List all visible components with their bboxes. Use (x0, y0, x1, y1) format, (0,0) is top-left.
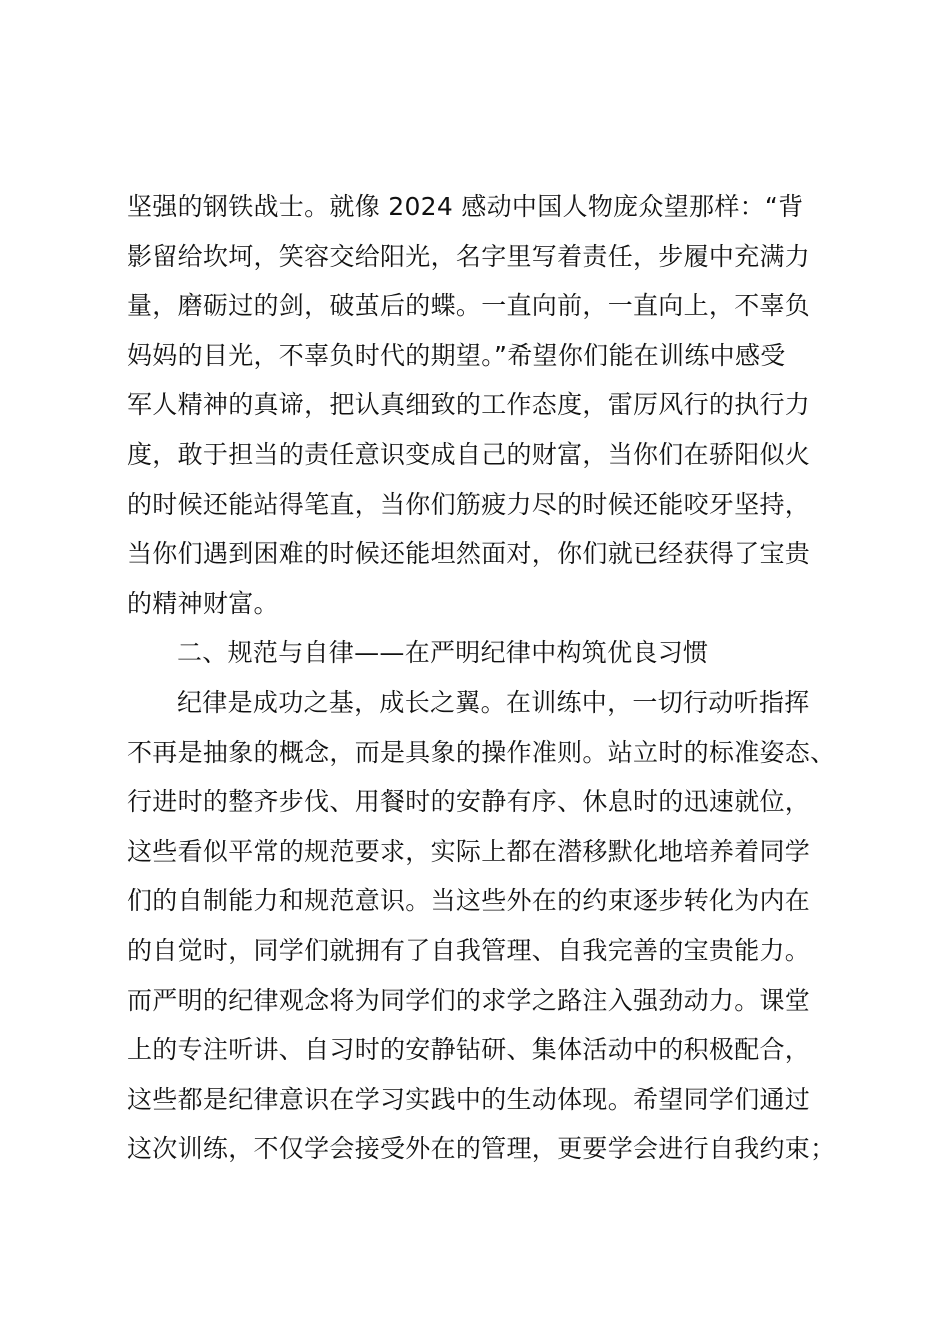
body-text (127, 182, 867, 1174)
text-line: 们的自制能力和规范意识。当这些外在的约束逐步转化为内在 (127, 886, 811, 916)
text-line: 量，磨砺过的剑，破茧后的蝶。一直向前，一直向上，不辜负 (127, 291, 811, 321)
section-heading: 二、规范与自律——在严明纪律中构筑优良习惯 (177, 638, 709, 668)
text-line: 的时候还能站得笔直，当你们筋疲力尽的时候还能咬牙坚持， (127, 489, 811, 519)
text-line: 妈妈的目光，不辜负时代的期望。”希望你们能在训练中感受 (127, 340, 786, 370)
text-line: 这些看似平常的规范要求，实际上都在潜移默化地培养着同学 (127, 836, 811, 866)
text-line: 行进时的整齐步伐、用餐时的安静有序、休息时的迅速就位， (127, 787, 811, 817)
text-line: 影留给坎坷，笑容交给阳光，名字里写着责任，步履中充满力 (127, 241, 811, 271)
text-line: 度，敢于担当的责任意识变成自己的财富，当你们在骄阳似火 (127, 439, 811, 469)
text-line: 纪律是成功之基，成长之翼。在训练中，一切行动听指挥 (177, 687, 810, 717)
text-line: 坚强的钢铁战士。就像 2024 感动中国人物庞众望那样：“背 (127, 192, 804, 221)
text-line: 这次训练，不仅学会接受外在的管理，更要学会进行自我约束； (127, 1134, 836, 1164)
text-line: 的精神财富。 (127, 588, 279, 618)
text-line: 上的专注听讲、自习时的安静钻研、集体活动中的积极配合， (127, 1035, 811, 1065)
text-line: 当你们遇到困难的时候还能坦然面对，你们就已经获得了宝贵 (127, 539, 811, 569)
text-line: 的自觉时，同学们就拥有了自我管理、自我完善的宝贵能力。 (127, 935, 811, 965)
text-line: 不再是抽象的概念，而是具象的操作准则。站立时的标准姿态、 (127, 737, 836, 767)
text-line: 军人精神的真谛，把认真细致的工作态度，雷厉风行的执行力 (127, 390, 811, 420)
text-line: 而严明的纪律观念将为同学们的求学之路注入强劲动力。课堂 (127, 985, 811, 1015)
text-line: 这些都是纪律意识在学习实践中的生动体现。希望同学们通过 (127, 1084, 811, 1114)
